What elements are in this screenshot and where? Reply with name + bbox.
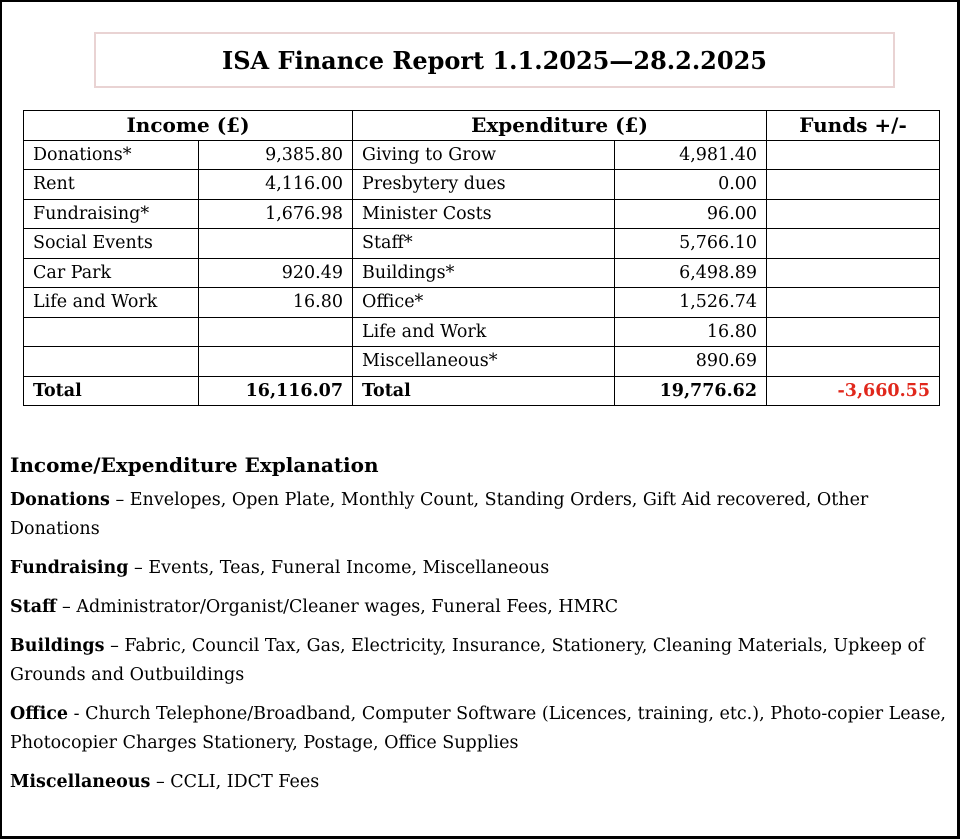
income-value: 1,676.98 [199, 199, 353, 229]
funds-cell [767, 347, 940, 377]
expenditure-value: 1,526.74 [615, 288, 767, 318]
funds-total-value: -3,660.55 [767, 376, 940, 406]
expenditure-label: Presbytery dues [353, 170, 615, 200]
funds-cell [767, 229, 940, 259]
income-label: Life and Work [24, 288, 199, 318]
explanation-heading: Income/Expenditure Explanation [10, 453, 379, 477]
income-label: Car Park [24, 258, 199, 288]
income-label: Social Events [24, 229, 199, 259]
explanation-text: Administrator/Organist/Cleaner wages, Funeral Fees, HMRC [76, 597, 619, 617]
income-value: 9,385.80 [199, 140, 353, 170]
funds-cell [767, 140, 940, 170]
funds-cell [767, 288, 940, 318]
explanation-item [10, 768, 950, 797]
report-title: ISA Finance Report 1.1.2025—28.2.2025 [94, 32, 895, 88]
explanation-term: Donations [10, 490, 110, 510]
explanation-term: Staff [10, 597, 57, 617]
explanation-text: Envelopes, Open Plate, Monthly Count, Standing Orders, Gift Aid recovered, Other Donations [10, 490, 869, 539]
expenditure-value: 0.00 [615, 170, 767, 200]
expenditure-label: Buildings* [353, 258, 615, 288]
income-total-value: 16,116.07 [199, 376, 353, 406]
income-label: Fundraising* [24, 199, 199, 229]
explanation-separator: – [56, 597, 77, 617]
explanation-term: Miscellaneous [10, 772, 151, 792]
explanation-text: Church Telephone/Broadband, Computer Software (Licences, training, etc.), Photo-copier Lease, Photocopier Charges Stationery, Postage, Office Supplies [10, 704, 946, 753]
expenditure-label: Miscellaneous* [353, 347, 615, 377]
expenditure-value: 6,498.89 [615, 258, 767, 288]
expenditure-label: Giving to Grow [353, 140, 615, 170]
income-value: 16.80 [199, 288, 353, 318]
explanation-text: CCLI, IDCT Fees [170, 772, 320, 792]
income-label [24, 317, 199, 347]
expenditure-value: 16.80 [615, 317, 767, 347]
explanation-separator: – [109, 490, 130, 510]
table-row [24, 347, 940, 377]
funds-cell [767, 199, 940, 229]
income-total-label: Total [24, 376, 199, 406]
table-row [24, 229, 940, 259]
explanation-item [10, 593, 950, 622]
explanation-section [10, 450, 950, 807]
income-label: Donations* [24, 140, 199, 170]
explanation-item [10, 486, 950, 544]
expenditure-label: Minister Costs [353, 199, 615, 229]
expenditure-value: 5,766.10 [615, 229, 767, 259]
income-value: 920.49 [199, 258, 353, 288]
income-label: Rent [24, 170, 199, 200]
expenditure-total-label: Total [353, 376, 615, 406]
expenditure-label: Office* [353, 288, 615, 318]
explanation-item [10, 632, 950, 690]
funds-header: Funds +/- [767, 111, 940, 141]
expenditure-label: Staff* [353, 229, 615, 259]
finance-table [23, 110, 940, 406]
explanation-separator: – [128, 558, 149, 578]
table-row [24, 170, 940, 200]
expenditure-total-value: 19,776.62 [615, 376, 767, 406]
table-row [24, 317, 940, 347]
expenditure-value: 4,981.40 [615, 140, 767, 170]
expenditure-value: 96.00 [615, 199, 767, 229]
income-label [24, 347, 199, 377]
table-header-row [24, 111, 940, 141]
explanation-term: Buildings [10, 636, 105, 656]
explanation-term: Office [10, 704, 69, 724]
table-row [24, 199, 940, 229]
explanation-text: Events, Teas, Funeral Income, Miscellaneous [148, 558, 550, 578]
expenditure-value: 890.69 [615, 347, 767, 377]
expenditure-label: Life and Work [353, 317, 615, 347]
total-row [24, 376, 940, 406]
table-row [24, 140, 940, 170]
explanation-separator: - [68, 704, 86, 724]
explanation-separator: – [104, 636, 125, 656]
funds-cell [767, 170, 940, 200]
income-value [199, 347, 353, 377]
income-header: Income (£) [24, 111, 353, 141]
explanation-item [10, 554, 950, 583]
funds-cell [767, 317, 940, 347]
explanation-item [10, 700, 950, 758]
table-row [24, 258, 940, 288]
expenditure-header: Expenditure (£) [353, 111, 767, 141]
funds-cell [767, 258, 940, 288]
income-value: 4,116.00 [199, 170, 353, 200]
explanation-term: Fundraising [10, 558, 129, 578]
income-value [199, 229, 353, 259]
explanation-separator: – [150, 772, 171, 792]
explanation-text: Fabric, Council Tax, Gas, Electricity, Insurance, Stationery, Cleaning Materials, Upkeep of Grounds and Outbuildings [10, 636, 925, 685]
table-row [24, 288, 940, 318]
income-value [199, 317, 353, 347]
